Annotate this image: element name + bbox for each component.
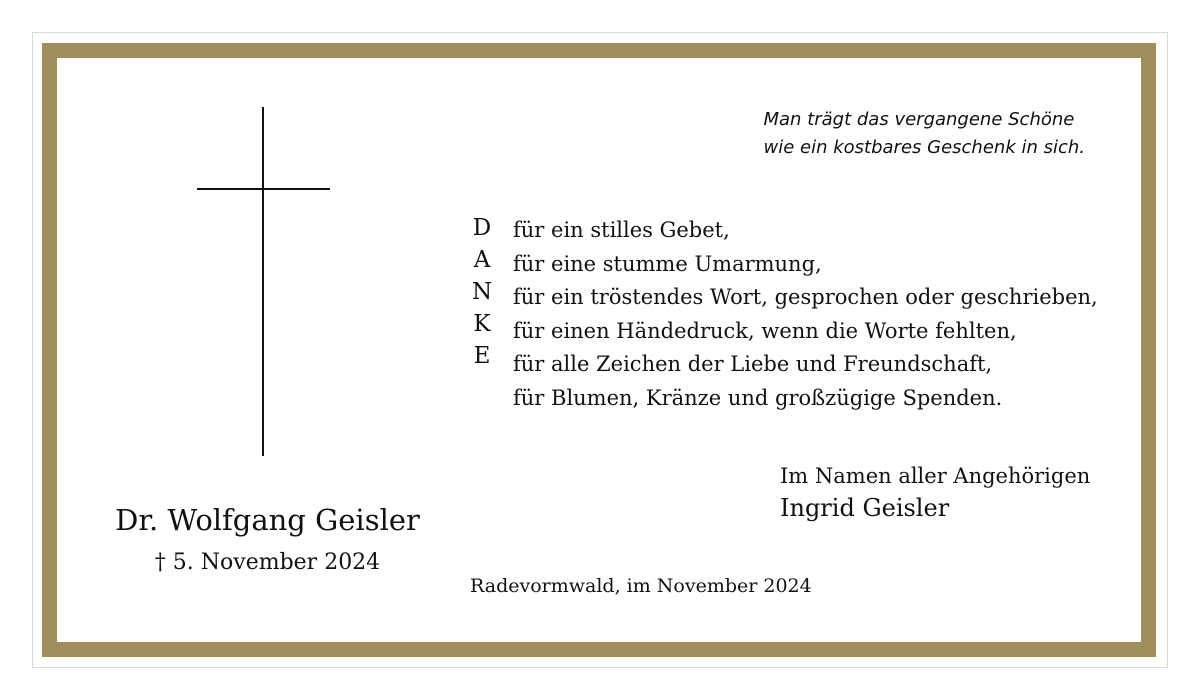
signature-name: Ingrid Geisler [780,494,950,522]
death-date: † 5. November 2024 [154,550,381,575]
danke-letter: E [473,343,491,369]
signature-intro: Im Namen aller Angehörigen [780,464,1091,488]
thanks-line: für einen Händedruck, wenn die Worte fehlten, [513,318,1017,343]
cross-horizontal-bar [197,188,330,190]
danke-letter: N [471,279,493,305]
danke-letter: D [472,215,492,241]
danke-acrostic [468,212,496,372]
danke-letter: K [473,311,491,337]
danke-letter: A [473,247,491,273]
quote [764,106,1086,162]
thanks-line: für Blumen, Kränze und großzügige Spenden. [513,385,1003,410]
quote-line-1: Man trägt das vergangene Schöne [763,109,1075,130]
place-date: Radevormwald, im November 2024 [470,575,812,597]
cross-vertical-bar [262,107,264,456]
thanks-line: für alle Zeichen der Liebe und Freundschaft, [513,352,993,376]
quote-line-2: wie ein kostbares Geschenk in sich. [763,137,1085,158]
thanks-line: für ein stilles Gebet, [513,218,730,242]
deceased-name: Dr. Wolfgang Geisler [115,503,420,537]
thanks-line: für eine stumme Umarmung, [513,251,822,276]
thanks-list [513,214,1098,415]
signature-block [780,460,1090,524]
thanks-line: für ein tröstendes Wort, gesprochen oder geschrieben, [513,285,1098,309]
